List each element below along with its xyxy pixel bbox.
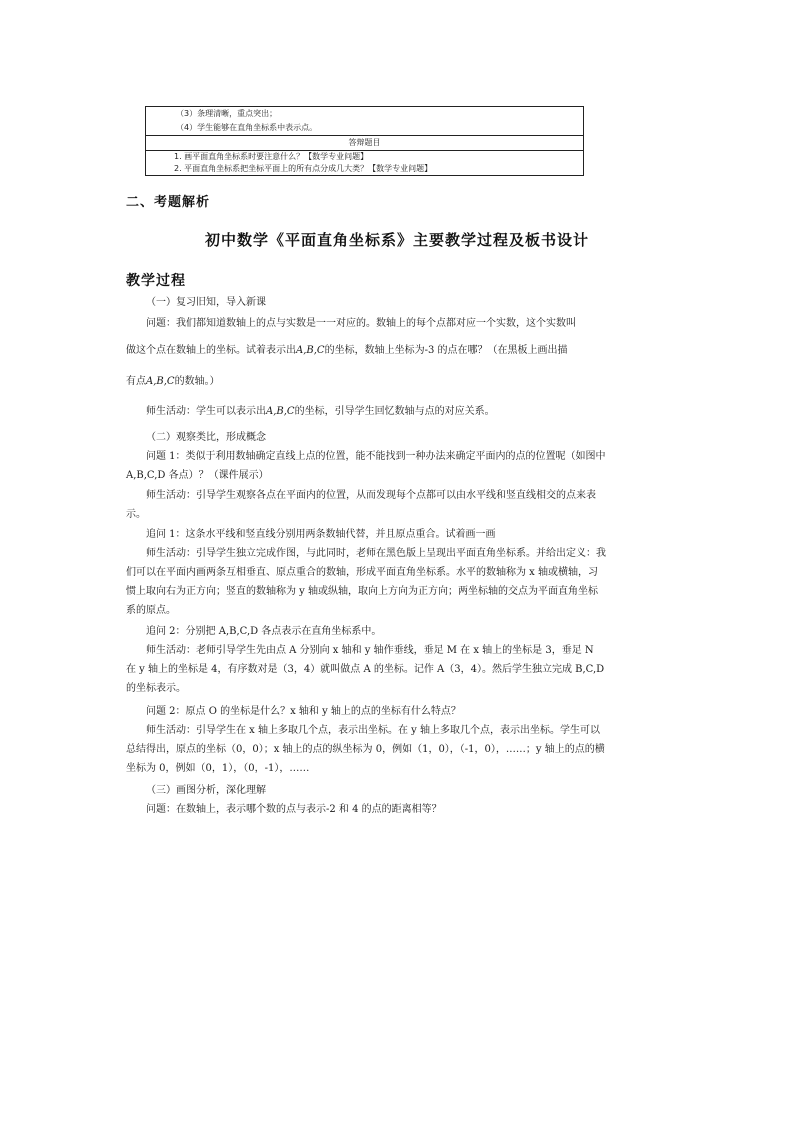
table-question: 1. 画平面直角坐标系时要注意什么？【数学专业问题】 xyxy=(174,152,369,161)
math-expression: A,B,C xyxy=(266,406,295,417)
paragraph xyxy=(126,372,606,391)
paragraph-text: 的数轴。） xyxy=(174,376,220,387)
answer-table xyxy=(145,106,584,176)
paragraph: 师生活动：老师引导学生先由点 A 分别向 x 轴和 y 轴作垂线，垂足 M 在 x 轴上的坐标是 3，垂足 N 在 y 轴上的坐标是 4，有序数对是（3，4）就叫做点 A 的坐标。记作 A（3，4）。然后学生独立完成 B,C,D 的坐标表示。 xyxy=(126,645,605,694)
paragraph: 师生活动：引导学生独立完成作图，与此同时，老师在黑色版上呈现出平面直角坐标系。并给出定义：我们可以在平面内画两条互相垂直、原点重合的数轴，形成平面直角坐标系。水平的数轴称为 x 轴或横轴，习惯上取向右为正方向；竖直的数轴称为 y 轴或纵轴，取向上方向为正方向；两坐标轴的交点为平面直角坐标系的原点。 xyxy=(126,548,606,616)
paragraph-text: 做这个点在数轴上的坐标。试着表示出 xyxy=(126,345,296,356)
paragraph: 师生活动：引导学生观察各点在平面内的位置，从而发现每个点都可以由水平线和竖直线相交的点来表示。 xyxy=(126,490,596,520)
paragraph-text: 的坐标，引导学生回忆数轴与点的对应关系。 xyxy=(294,406,495,417)
paragraph xyxy=(126,341,606,360)
paragraph: 问题 1：类似于利用数轴确定直线上点的位置，能不能找到一种办法来确定平面内的点的位置呢（如图中 A,B,C,D 各点）？（课件展示） xyxy=(126,451,606,481)
subsection-title: 教学过程 xyxy=(126,273,186,289)
table-row: （4）学生能够在直角坐标系中表示点。 xyxy=(146,121,583,136)
paragraph: 追问 1：这条水平线和竖直线分别用两条数轴代替，并且原点重合。试着画一画 xyxy=(146,529,496,540)
paragraph-heading: （二）观察类比，形成概念 xyxy=(146,432,266,443)
paragraph-text: 有点 xyxy=(126,376,146,387)
paragraph xyxy=(126,402,606,421)
paragraph: 问题：我们都知道数轴上的点与实数是一一对应的。数轴上的每个点都对应一个实数，这个实数叫 xyxy=(146,318,576,329)
math-expression: A,B,C xyxy=(146,376,175,387)
paragraph: 问题 2：原点 O 的坐标是什么？x 轴和 y 轴上的点的坐标有什么特点？ xyxy=(146,706,461,717)
table-row: （3）条理清晰，重点突出； xyxy=(176,109,278,118)
page-title: 初中数学《平面直角坐标系》主要教学过程及板书设计 xyxy=(204,231,589,249)
paragraph-heading: （三）画图分析，深化理解 xyxy=(146,785,266,796)
paragraph: 问题：在数轴上，表示哪个数的点与表示-2 和 4 的点的距离相等？ xyxy=(146,804,442,815)
section-title: 二、考题解析 xyxy=(126,195,211,210)
paragraph-heading: （一）复习旧知，导入新课 xyxy=(146,297,266,308)
paragraph-text: 的坐标，数轴上坐标为-3 的点在哪？（在黑板上画出描 xyxy=(324,345,568,356)
paragraph: 追问 2：分别把 A,B,C,D 各点表示在直角坐标系中。 xyxy=(146,626,382,637)
paragraph-text: 师生活动：学生可以表示出 xyxy=(146,406,266,417)
math-expression: A,B,C xyxy=(296,345,325,356)
table-question: 2. 平面直角坐标系把坐标平面上的所有点分成几大类？【数学专业问题】 xyxy=(174,164,433,173)
paragraph: 师生活动：引导学生在 x 轴上多取几个点，表示出坐标。在 y 轴上多取几个点，表示出坐标。学生可以总结得出，原点的坐标（0，0）；x 轴上的点的纵坐标为 0，例如（1，0），（-1，0），……；y 轴上的点的横坐标为 0，例如（0，1），（0，-1），…… xyxy=(126,725,605,774)
table-header: 答辩题目 xyxy=(146,136,583,151)
